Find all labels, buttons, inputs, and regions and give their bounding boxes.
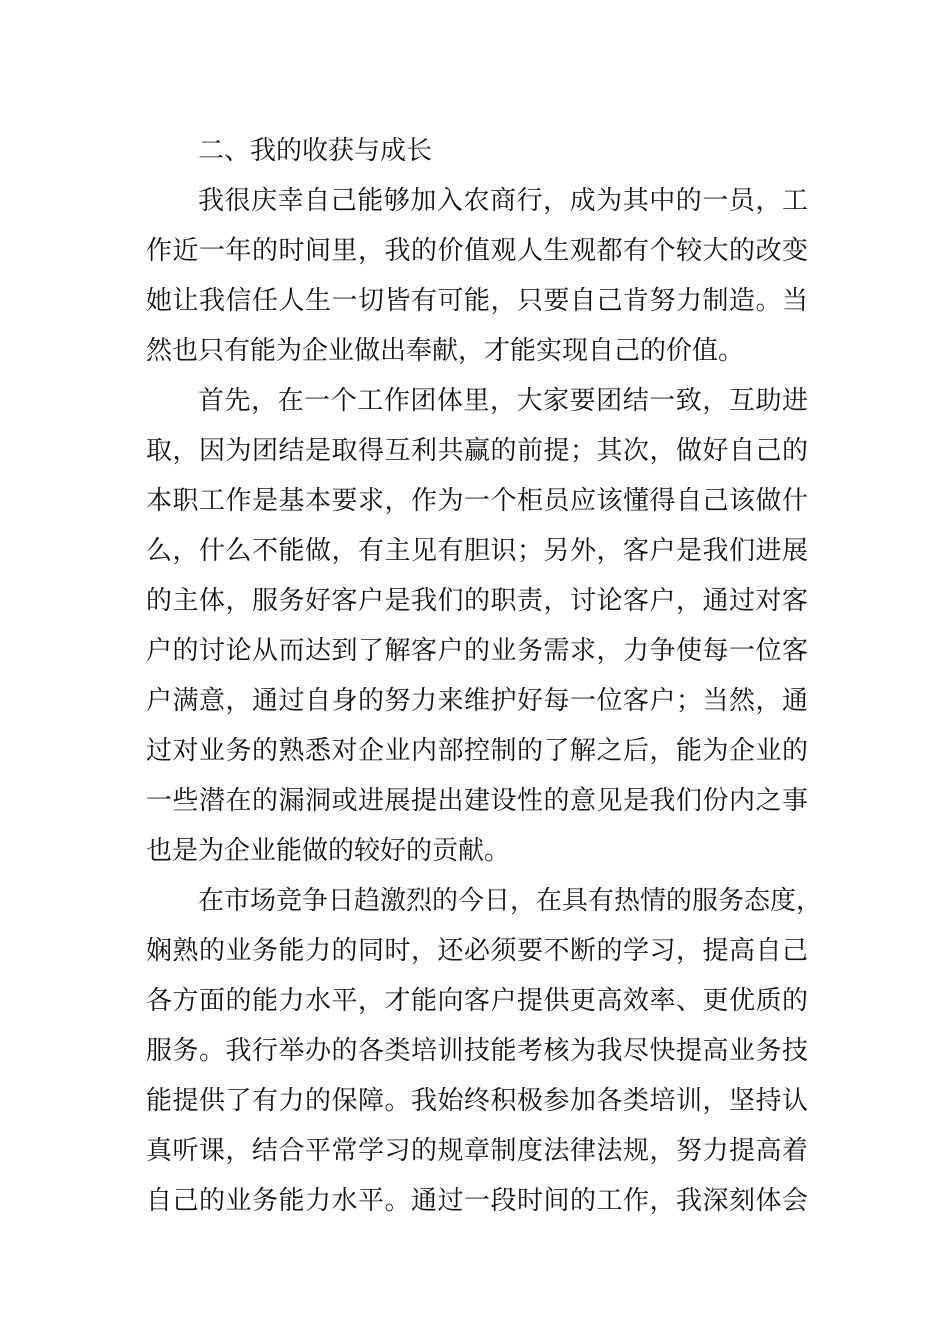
paragraph-line: 户的讨论从而达到了解客户的业务需求，力争使每一位客 bbox=[146, 636, 808, 666]
paragraph-line: 娴熟的业务能力的同时，还必须要不断的学习，提高自己 bbox=[146, 936, 808, 966]
paragraph-line: 么，什么不能做，有主见有胆识；另外，客户是我们进展 bbox=[146, 536, 808, 566]
paragraph-line: 一些潜在的漏洞或进展提出建设性的意见是我们份内之事 bbox=[146, 786, 808, 816]
paragraph-line: 她让我信任人生一切皆有可能，只要自己肯努力制造。当 bbox=[146, 286, 808, 316]
paragraph-2 bbox=[146, 376, 808, 876]
paragraph-line: 在市场竞争日趋激烈的今日，在具有热情的服务态度， bbox=[198, 886, 823, 916]
paragraph-line: 户满意，通过自身的努力来维护好每一位客户；当然，通 bbox=[146, 686, 808, 716]
section-heading: 二、我的收获与成长 bbox=[198, 136, 433, 166]
paragraph-line: 取，因为团结是取得互利共赢的前提；其次，做好自己的 bbox=[146, 436, 808, 466]
paragraph-1 bbox=[146, 176, 808, 376]
paragraph-line: 作近一年的时间里，我的价值观人生观都有个较大的改变 bbox=[146, 236, 808, 266]
paragraph-line: 各方面的能力水平，才能向客户提供更高效率、更优质的 bbox=[146, 986, 808, 1016]
paragraph-line: 首先，在一个工作团体里，大家要团结一致，互助进 bbox=[198, 386, 808, 416]
paragraph-line: 自己的业务能力水平。通过一段时间的工作，我深刻体会 bbox=[146, 1186, 808, 1216]
document-body bbox=[146, 126, 823, 1226]
paragraph-line: 服务。我行举办的各类培训技能考核为我尽快提高业务技 bbox=[146, 1036, 808, 1066]
paragraph-line: 的主体，服务好客户是我们的职责，讨论客户，通过对客 bbox=[146, 586, 808, 616]
paragraph-line: 本职工作是基本要求，作为一个柜员应该懂得自己该做什 bbox=[146, 486, 808, 516]
paragraph-3 bbox=[146, 876, 823, 1226]
paragraph-line: 也是为企业能做的较好的贡献。 bbox=[146, 836, 511, 866]
paragraph-line: 然也只有能为企业做出奉献，才能实现自己的价值。 bbox=[146, 336, 745, 366]
paragraph-line: 真听课，结合平常学习的规章制度法律法规，努力提高着 bbox=[146, 1136, 808, 1166]
paragraph-line: 我很庆幸自己能够加入农商行，成为其中的一员，工 bbox=[198, 186, 808, 216]
paragraph-line: 能提供了有力的保障。我始终积极参加各类培训，坚持认 bbox=[146, 1086, 808, 1116]
paragraph-line: 过对业务的熟悉对企业内部控制的了解之后，能为企业的 bbox=[146, 736, 808, 766]
